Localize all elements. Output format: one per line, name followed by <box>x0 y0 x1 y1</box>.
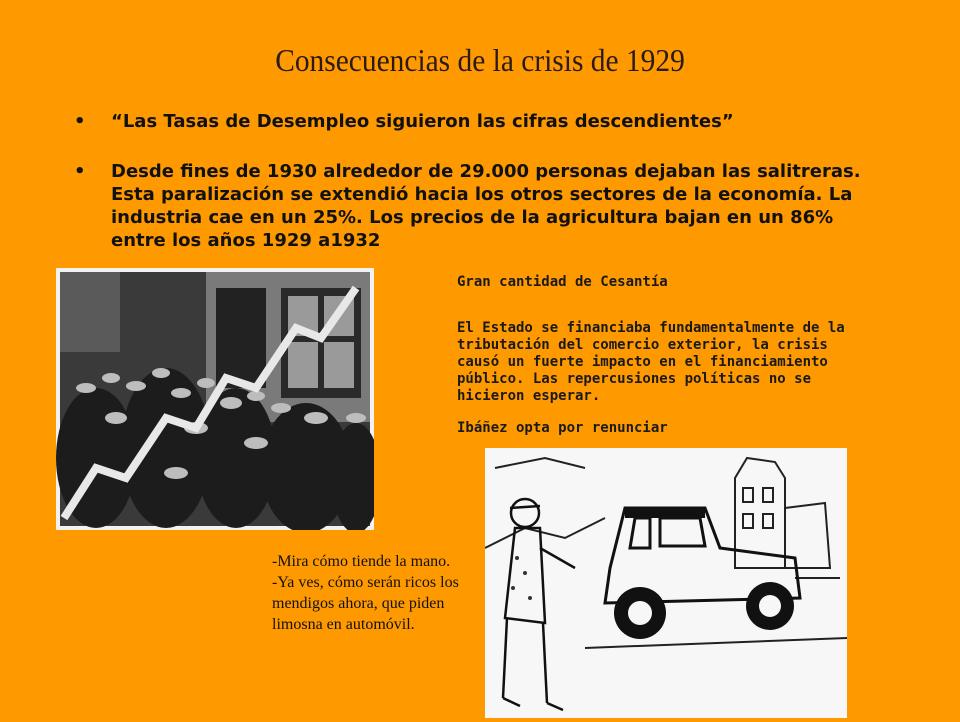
bullet-text: “Las Tasas de Desempleo siguieron las cifras descendientes” <box>111 111 734 132</box>
bullet-text: Desde fines de 1930 alrededor de 29.000 personas dejaban las salitreras. Esta paralización se extendió hacia los otros sectores de la economía. La industria cae en un 25%. Los precios de la agricultura bajan en un 86% entre los años 1929 a1932 <box>111 161 861 251</box>
caption-line-2: -Ya ves, cómo serán ricos los mendigos ahora, que piden limosna en automóvil. <box>272 574 459 633</box>
crowd-photo <box>56 268 374 530</box>
car-cartoon-drawing <box>485 448 847 718</box>
cartoon-illustration <box>485 448 847 718</box>
bullet-dot: • <box>74 161 86 182</box>
cartoon-caption <box>272 551 472 635</box>
caption-line-1: -Mira cómo tiende la mano. <box>272 553 451 570</box>
side-note-ibanez: Ibáñez opta por renunciar <box>457 420 668 436</box>
bullet-item-1 <box>74 110 874 133</box>
page-title: Consecuencias de la crisis de 1929 <box>275 42 685 78</box>
side-note-estado: El Estado se financiaba fundamentalmente de la tributación del comercio exterior, la crisis causó un fuerte impacto en el financiamiento público. Las repercusiones políticas no se hicieron esperar. <box>457 320 845 404</box>
crowd-photo-illustration <box>56 268 374 530</box>
bullet-list <box>74 110 874 252</box>
side-note-cesantia: Gran cantidad de Cesantía <box>457 274 668 290</box>
bullet-item-2 <box>74 160 874 252</box>
bullet-dot: • <box>74 111 86 132</box>
